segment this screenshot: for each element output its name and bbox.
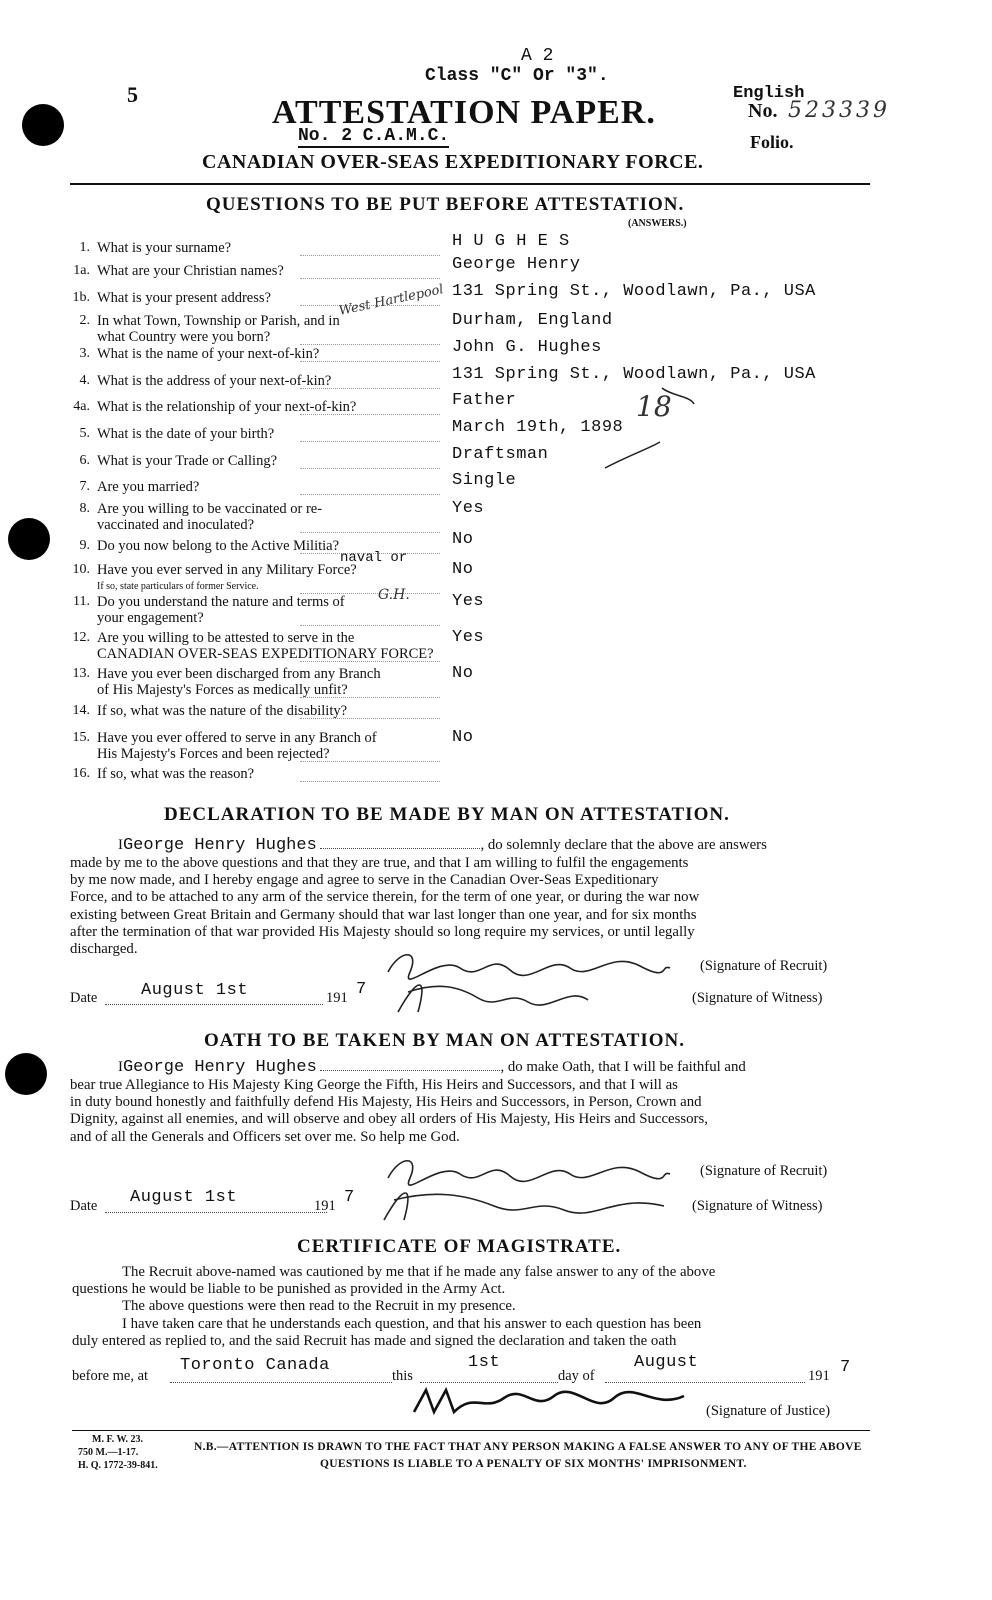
declaration-witness-label: (Signature of Witness): [692, 990, 823, 1006]
certificate-month: August: [634, 1353, 699, 1372]
question-text: CANADIAN OVER-SEAS EXPEDITIONARY FORCE?: [97, 646, 434, 662]
question-answer: Yes: [452, 628, 485, 647]
question-answer: Single: [452, 471, 517, 490]
question-text: Have you ever been discharged from any Branch: [97, 666, 381, 682]
oath-line: Dignity, against all enemies, and will observe and obey all orders of His Majesty, His Heirs and Successors,: [70, 1111, 708, 1128]
oath-recruit-signature-text: [380, 1150, 387, 1151]
oath-witness-label: (Signature of Witness): [692, 1198, 823, 1214]
question-text: If so, what was the reason?: [97, 766, 255, 782]
annotation-age: 18: [636, 390, 672, 423]
question-number: 1b.: [72, 290, 90, 305]
question-dots: [300, 494, 440, 495]
question-number: 12.: [72, 630, 90, 645]
certificate-place: Toronto Canada: [180, 1356, 330, 1375]
declaration-name: George Henry Hughes: [122, 836, 317, 855]
certificate-line: The above questions were then read to the Recruit in my presence.: [122, 1298, 516, 1315]
question-text: If so, state particulars of former Service.: [97, 581, 259, 592]
declaration-suffix: , do solemnly declare that the above are answers: [480, 837, 767, 853]
question-answer: March 19th, 1898: [452, 418, 624, 437]
declaration-line: by me now made, and I hereby engage and agree to serve in the Canadian Over-Seas Expeditionary: [70, 872, 659, 889]
force-name: CANADIAN OVER-SEAS EXPEDITIONARY FORCE.: [202, 151, 704, 173]
question-dots: [300, 414, 440, 415]
question-number: 7.: [79, 479, 90, 494]
question-answer: George Henry: [452, 255, 581, 274]
footer-form-line: H. Q. 1772-39-841.: [78, 1460, 158, 1471]
question-number: 1a.: [73, 263, 90, 278]
question-number: 5.: [79, 426, 90, 441]
question-text: What is your Trade or Calling?: [97, 453, 278, 469]
declaration-first-line: IGeorge Henry Hughes , do solemnly declare that the above are answers: [118, 836, 767, 855]
question-text: Are you willing to be vaccinated or re-: [97, 501, 323, 517]
page-number: 5: [127, 82, 138, 107]
footer-form-line: 750 M.—1-17.: [78, 1447, 139, 1458]
question-text: Do you now belong to the Active Militia?: [97, 538, 340, 554]
declaration-recruit-label: (Signature of Recruit): [700, 958, 828, 974]
question-text: Have you ever served in any Military Force?: [97, 562, 357, 578]
recruit-signature-text: [380, 950, 389, 951]
question-number: 11.: [73, 594, 90, 609]
annotation-naval-or: naval or: [340, 550, 408, 566]
oath-line: and of all the Generals and Officers set over me. So help me God.: [70, 1128, 460, 1145]
question-answer: No: [452, 560, 474, 579]
question-answer: No: [452, 728, 474, 747]
header-rule-top: [70, 183, 870, 185]
oath-suffix: , do make Oath, that I will be faithful and: [500, 1059, 746, 1075]
question-number: 1.: [79, 240, 90, 255]
question-number: 2.: [79, 313, 90, 328]
footer-rule: [72, 1430, 870, 1431]
witness-signature-mark: [378, 972, 618, 1022]
punch-hole-middle: [8, 518, 50, 560]
certificate-day-of-label: day of: [558, 1368, 595, 1384]
question-answer: H U G H E S: [452, 232, 570, 251]
oath-date: August 1st: [130, 1188, 238, 1207]
declaration-line: after the termination of that war provided His Majesty should so long require my services, or until legally: [70, 923, 695, 940]
question-dots: [300, 625, 440, 626]
question-dots: [300, 278, 440, 279]
declaration-witness-signature: [378, 972, 618, 1027]
oath-name: George Henry Hughes: [122, 1058, 317, 1077]
oath-witness-signature-mark: [364, 1180, 684, 1230]
question-text: What are your Christian names?: [97, 263, 284, 279]
oath-year: 7: [344, 1188, 355, 1207]
certificate-line: The Recruit above-named was cautioned by me that if he made any false answer to any of the above: [122, 1264, 716, 1280]
question-dots: [300, 255, 440, 256]
answers-label: (ANSWERS.): [628, 218, 687, 229]
document-title: ATTESTATION PAPER.: [272, 94, 656, 131]
class-label: Class "C" Or "3".: [425, 66, 609, 86]
question-text: Have you ever offered to serve in any Branch of: [97, 730, 377, 746]
certificate-line: duly entered as replied to, and the said Recruit has made and signed the declaration and taken the oath: [72, 1332, 677, 1349]
certificate-place-line: [170, 1382, 392, 1383]
question-text: What is the name of your next-of-kin?: [97, 346, 320, 362]
justice-signature: [404, 1382, 694, 1431]
footer-form-line: M. F. W. 23.: [92, 1434, 144, 1445]
question-dots: [300, 781, 440, 782]
footer-note-line: QUESTIONS IS LIABLE TO A PENALTY OF SIX MONTHS' IMPRISONMENT.: [320, 1458, 747, 1470]
question-number: 16.: [72, 766, 90, 781]
question-text: What is the address of your next-of-kin?: [97, 373, 332, 389]
certificate-line: questions he would be liable to be punished as provided in the Army Act.: [72, 1281, 506, 1298]
question-text: What is the date of your birth?: [97, 426, 275, 442]
punch-hole-bottom: [5, 1053, 47, 1095]
question-dots: [300, 388, 440, 389]
question-text: If so, what was the nature of the disability?: [97, 703, 348, 719]
question-text: what Country were you born?: [97, 329, 271, 345]
question-answer: No: [452, 530, 474, 549]
question-dots: [300, 661, 440, 662]
question-dots: [300, 344, 440, 345]
question-dots: [300, 761, 440, 762]
declaration-date-label: Date: [70, 990, 98, 1006]
certificate-heading: CERTIFICATE OF MAGISTRATE.: [297, 1236, 622, 1257]
question-answer: Yes: [452, 499, 485, 518]
question-number: 10.: [72, 562, 90, 577]
regimental-number: 523339: [788, 98, 890, 123]
question-text: of His Majesty's Forces as medically unfit?: [97, 682, 348, 698]
questions-heading: QUESTIONS TO BE PUT BEFORE ATTESTATION.: [206, 194, 685, 215]
question-answer: Durham, England: [452, 311, 613, 330]
question-text: What is your present address?: [97, 290, 271, 306]
question-number: 13.: [72, 666, 90, 681]
question-number: 6.: [79, 453, 90, 468]
certificate-this-label: this: [392, 1368, 413, 1384]
oath-line: in duty bound honestly and faithfully defend His Majesty, His Heirs and Successors, in Person, Crown and: [70, 1094, 702, 1111]
question-text: Are you married?: [97, 479, 200, 495]
question-text: vaccinated and inoculated?: [97, 517, 255, 533]
question-number: 8.: [79, 501, 90, 516]
question-text: In what Town, Township or Parish, and in: [97, 313, 340, 329]
question-text: your engagement?: [97, 610, 204, 626]
certificate-year-prefix: 191: [808, 1368, 830, 1384]
declaration-line: made by me to the above questions and that they are true, and that I am willing to fulfil the engagements: [70, 855, 689, 871]
question-number: 4.: [79, 373, 90, 388]
punch-hole-top: [22, 104, 64, 146]
justice-signature-mark: [404, 1382, 694, 1426]
oath-heading: OATH TO BE TAKEN BY MAN ON ATTESTATION.: [204, 1030, 686, 1051]
annotation-initials: G.H.: [378, 587, 410, 603]
certificate-before-me-label: before me, at: [72, 1368, 149, 1384]
declaration-line: discharged.: [70, 941, 138, 957]
justice-signature-text: [404, 1382, 411, 1383]
question-number: 9.: [79, 538, 90, 553]
declaration-line: existing between Great Britain and Germany should that war last longer than one year, and for six months: [70, 906, 697, 923]
question-dots: [300, 441, 440, 442]
oath-recruit-label: (Signature of Recruit): [700, 1163, 828, 1179]
declaration-date-line: [105, 1004, 323, 1005]
question-answer: 131 Spring St., Woodlawn, Pa., USA: [452, 282, 816, 301]
declaration-line: Force, and to be attached to any arm of the service therein, for the term of one year, or during the war now: [70, 889, 700, 906]
question-text: What is your surname?: [97, 240, 232, 256]
witness-signature-text: [378, 972, 382, 973]
question-dots: [300, 361, 440, 362]
question-answer: John G. Hughes: [452, 338, 602, 357]
question-answer: Yes: [452, 592, 485, 611]
question-answer: 131 Spring St., Woodlawn, Pa., USA: [452, 365, 816, 384]
question-text: Are you willing to be attested to serve in the: [97, 630, 355, 646]
question-answer: No: [452, 664, 474, 683]
certificate-line: I have taken care that he understands each question, and that his answer to each question has been: [122, 1315, 702, 1332]
question-number: 15.: [72, 730, 90, 745]
certificate-justice-label: (Signature of Justice): [706, 1403, 831, 1419]
question-dots: [300, 468, 440, 469]
question-number: 14.: [72, 703, 90, 718]
oath-date-label: Date: [70, 1198, 98, 1214]
unit-number: No. 2 C.A.M.C.: [298, 126, 450, 146]
oath-line: bear true Allegiance to His Majesty King George the Fifth, His Heirs and Successors, and that I will as: [70, 1077, 678, 1093]
declaration-heading: DECLARATION TO BE MADE BY MAN ON ATTESTATION.: [164, 804, 730, 825]
oath-first-line: IGeorge Henry Hughes , do make Oath, that I will be faithful and: [118, 1058, 746, 1077]
question-answer: Father: [452, 391, 517, 410]
question-dots: [300, 718, 440, 719]
certificate-day: 1st: [468, 1353, 501, 1372]
question-number: 3.: [79, 346, 90, 361]
question-number: 4a.: [73, 399, 90, 414]
question-answer: Draftsman: [452, 445, 549, 464]
certificate-year: 7: [840, 1358, 851, 1377]
declaration-date: August 1st: [141, 981, 249, 1000]
class-mark: A 2: [521, 46, 554, 66]
declaration-year-prefix: 191: [326, 990, 348, 1006]
declaration-year: 7: [356, 980, 367, 999]
regimental-number-label: No.: [748, 100, 778, 122]
footer-note-line: N.B.—ATTENTION IS DRAWN TO THE FACT THAT ANY PERSON MAKING A FALSE ANSWER TO ANY OF THE ABOVE: [194, 1441, 862, 1453]
oath-year-prefix: 191: [314, 1198, 336, 1214]
question-text: His Majesty's Forces and been rejected?: [97, 746, 330, 762]
question-dots: [300, 697, 440, 698]
question-dots: [300, 532, 440, 533]
question-text: What is the relationship of your next-of-kin?: [97, 399, 357, 415]
annotation-west-hartlepool: West Hartlepool: [337, 282, 445, 319]
question-text: Do you understand the nature and terms of: [97, 594, 345, 610]
oath-witness-signature-text: [364, 1180, 368, 1181]
folio-label: Folio.: [750, 132, 794, 152]
oath-witness-signature: [364, 1180, 684, 1235]
oath-date-line: [105, 1212, 327, 1213]
english-label: English: [733, 84, 805, 103]
